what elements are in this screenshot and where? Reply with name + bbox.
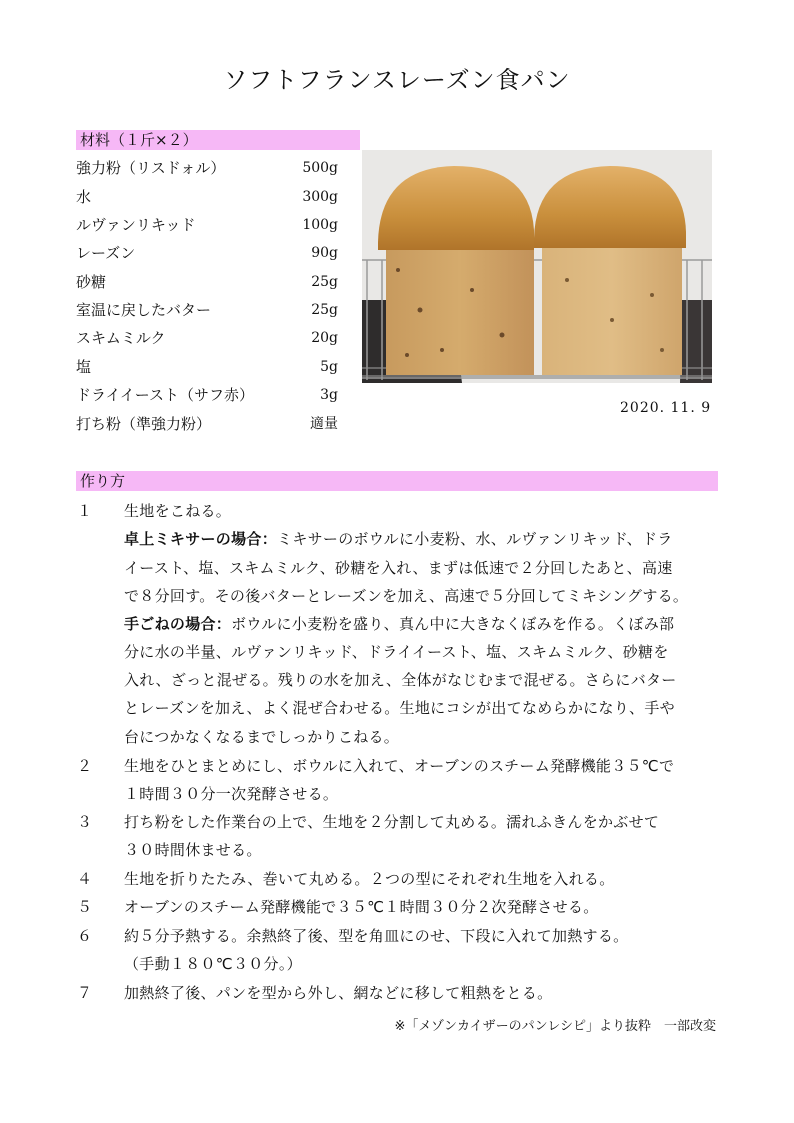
step-text [124,613,674,634]
ingredient-row [76,186,338,208]
ingredient-amount: 3g [320,387,338,403]
mixer-method-label: 卓上ミキサーの場合： [124,530,278,548]
step-text [124,528,673,549]
ingredient-row [76,413,338,435]
step-number: ４ [77,870,93,888]
step-text: オーブンのスチーム発酵機能で３５℃１時間３０分２次発酵させる。 [124,898,599,916]
ingredient-name: 水 [76,188,92,206]
ingredient-row [76,214,338,236]
step-number: ５ [77,898,93,916]
step-text: 生地を折りたたみ、巻いて丸める。２つの型にそれぞれ生地を入れる。 [124,870,615,888]
ingredient-name: ルヴァンリキッド [76,216,196,234]
ingredient-amount: 100g [302,217,338,233]
step-text: ３０時間休ませる。 [124,841,262,859]
ingredient-name: スキムミルク [76,329,166,347]
step-text: （手動１８０℃３０分。） [124,955,302,973]
step-text-part: ボウルに小麦粉を盛り、真ん中に大きなくぼみを作る。くぼみ部 [231,615,675,633]
step-number: １ [77,502,93,520]
ingredients-header: 材料（１斤×２） [76,130,360,150]
step-number: ３ [77,813,93,831]
step-text: 生地をこねる。 [124,502,232,520]
ingredient-amount: 500g [302,160,338,176]
step-number: ７ [77,984,93,1002]
date: 2020. 11. 9 [620,400,712,416]
step-number: ２ [77,757,93,775]
ingredient-row [76,299,338,321]
ingredient-amount: 適量 [310,416,338,432]
ingredient-row [76,356,338,378]
step-text: 生地をひとまとめにし、ボウルに入れて、オーブンのスチーム発酵機能３５℃で [124,757,675,775]
method-header: 作り方 [76,471,718,491]
step-number: ６ [77,927,93,945]
step-text: とレーズンを加え、よく混ぜ合わせる。生地にコシが出てなめらかになり、手や [124,699,675,717]
page-title: ソフトフランスレーズン食パン [223,66,571,94]
ingredient-amount: 300g [302,189,338,205]
ingredient-amount: 25g [311,274,338,290]
step-text-part: ミキサーのボウルに小麦粉、水、ルヴァンリキッド、ドラ [277,530,673,548]
ingredient-row [76,242,338,264]
ingredient-name: ドライイースト（サフ赤） [76,386,255,404]
step-text: 台につかなくなるまでしっかりこねる。 [124,728,400,746]
ingredient-name: 砂糖 [76,273,107,291]
step-text: 分に水の半量、ルヴァンリキッド、ドライイースト、塩、スキムミルク、砂糖を [124,643,669,661]
step-text: １時間３０分一次発酵させる。 [124,785,339,803]
step-text: で８分回す。その後バターとレーズンを加え、高速で５分回してミキシングする。 [124,587,689,605]
ingredient-amount: 20g [311,330,338,346]
ingredient-amount: 5g [320,359,338,375]
step-text: 打ち粉をした作業台の上で、生地を２分割して丸める。濡れふきんをかぶせて [124,813,660,831]
step-text: 加熱終了後、パンを型から外し、網などに移して粗熱をとる。 [124,984,553,1002]
ingredient-amount: 25g [311,302,338,318]
ingredient-row [76,157,338,179]
ingredient-row [76,384,338,406]
step-text: 入れ、ざっと混ぜる。残りの水を加え、全体がなじむまで混ぜる。さらにバター [124,671,677,689]
hand-method-label: 手ごねの場合： [124,615,232,633]
ingredient-name: 打ち粉（準強力粉） [76,415,212,433]
ingredient-name: 塩 [76,358,92,376]
ingredient-amount: 90g [311,245,338,261]
ingredient-name: 強力粉（リスドォル） [76,159,226,177]
ingredient-row [76,327,338,349]
source-note: ※「メゾンカイザーのパンレシピ」より抜粋 一部改変 [394,1019,716,1034]
step-text: イースト、塩、スキムミルク、砂糖を入れ、まずは低速で２分回したあと、高速 [124,559,673,577]
step-text: 約５分予熱する。余熱終了後、型を角皿にのせ、下段に入れて加熱する。 [124,927,629,945]
ingredient-row [76,271,338,293]
ingredient-name: 室温に戻したバター [76,301,212,319]
ingredient-name: レーズン [76,244,136,262]
bread-photo [362,150,712,383]
